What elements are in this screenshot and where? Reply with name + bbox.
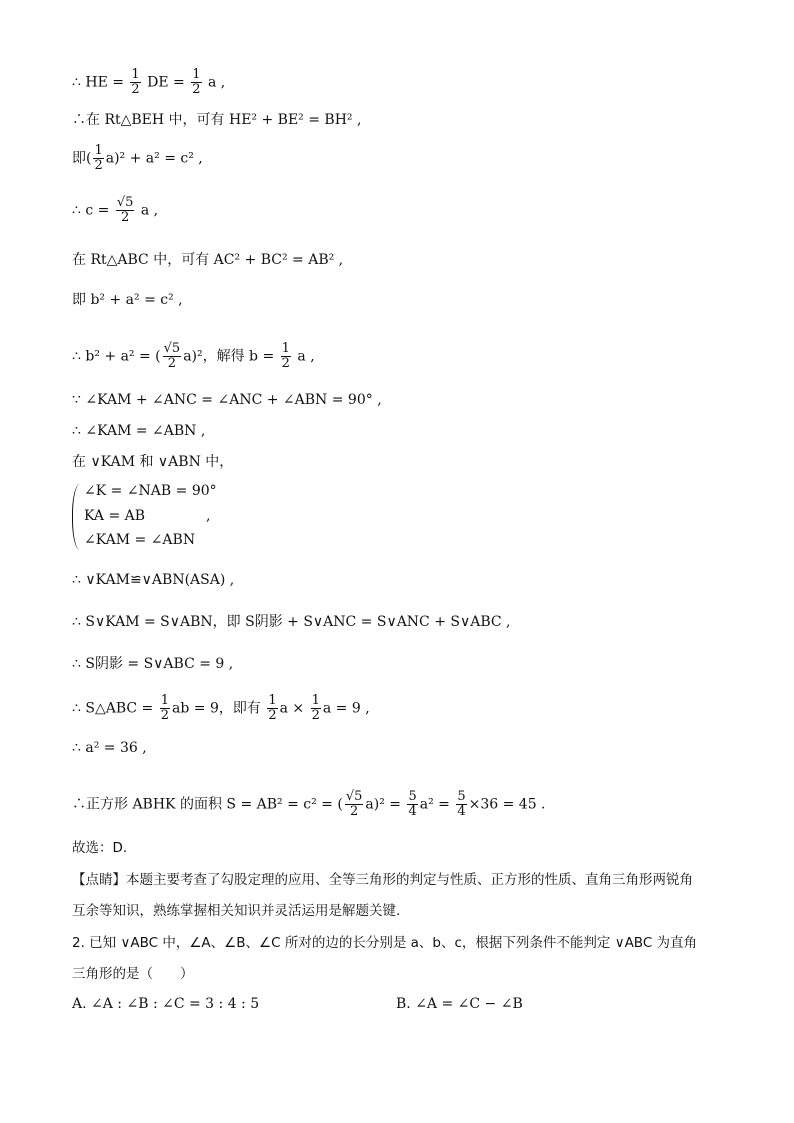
line-c — [72, 196, 158, 225]
line-shadow — [72, 654, 233, 674]
text: a × — [279, 700, 305, 717]
text: 在 ∨KAM 和 ∨ABN 中， — [72, 454, 234, 470]
system-line-3: ∠KAM = ∠ABN — [84, 532, 196, 548]
text: ∴ S∨KAM = S∨ABN，即 S阴影 + S∨ANC = S∨ANC + S∨ABC , — [72, 614, 511, 630]
text: ∴ S阴影 = S∨ABC = 9 , — [72, 656, 234, 672]
text: 三角形的是（ ） — [72, 966, 194, 982]
line-congruent — [72, 570, 234, 590]
text: ∴ ∠KAM = ∠ABN , — [72, 423, 206, 439]
system-line-2: KA = AB — [84, 508, 146, 524]
text: ×36 = 45 . — [468, 796, 546, 813]
text: 即( — [72, 150, 92, 167]
fraction: $\frac{1}{2}$ — [192, 67, 201, 97]
fraction: $\frac{1}{2}$ — [131, 67, 140, 97]
text: a , — [207, 74, 226, 91]
text: ∴ b² + a² = ( — [72, 348, 161, 365]
fraction: $\frac{5}{4}$ — [457, 789, 466, 819]
question-2-stem — [72, 933, 697, 953]
fraction: $\frac{1}{2}$ — [94, 143, 103, 173]
line-comment-2 — [72, 901, 400, 921]
system-line-1: ∠K = ∠NAB = 90° — [84, 483, 217, 499]
text: DE = — [147, 74, 185, 91]
line-because — [72, 390, 382, 410]
line-ji-1 — [72, 144, 203, 173]
text: B. ∠A = ∠C − ∠B — [396, 996, 523, 1012]
line-comment-1 — [72, 870, 693, 890]
text: a² = — [419, 796, 450, 813]
system-comma: , — [206, 508, 211, 524]
text: ∴ ∨KAM≌∨ABN(ASA) , — [72, 572, 235, 588]
text: ∴ a² = 36 , — [72, 740, 147, 756]
text: 互余等知识，熟练掌握相关知识并灵活运用是解题关键. — [72, 903, 401, 919]
text: a , — [140, 202, 159, 219]
text: ab = 9，即有 — [172, 700, 261, 717]
line-answer — [72, 838, 127, 858]
text: ∵ ∠KAM + ∠ANC = ∠ANC + ∠ABN = 90° , — [72, 392, 382, 408]
text: a)² = — [365, 796, 401, 813]
line-in-triangles — [72, 452, 233, 472]
line-square-area — [72, 790, 546, 819]
fraction: $\frac{5}{4}$ — [408, 789, 417, 819]
line-angle-eq — [72, 421, 205, 441]
text: ∴在 Rt△BEH 中，可有 HE² + BE² = BH² , — [72, 112, 362, 128]
text: a)²，解得 b = — [183, 348, 275, 365]
fraction: $\frac{1}{2}$ — [311, 693, 320, 723]
line-rt-beh — [72, 110, 361, 130]
text: a , — [297, 348, 315, 365]
text: ∴正方形 ABHK 的面积 S = AB² = c² = ( — [72, 796, 343, 813]
line-area-eq — [72, 612, 511, 632]
text: ∴ c = — [72, 202, 110, 219]
line-solve-b — [72, 342, 315, 371]
line-s-abc — [72, 694, 370, 723]
text: 故选：D. — [72, 840, 128, 856]
line-rt-abc — [72, 250, 343, 270]
text: a = 9 , — [322, 700, 370, 717]
text: 2. 已知 ∨ABC 中，∠A、∠B、∠C 所对的边的长分别是 a、b、c，根据下列条件不能判定 ∨ABC 为直角 — [72, 935, 698, 951]
fraction: $\frac{1}{2}$ — [268, 693, 277, 723]
text: ∴ S△ABC = — [72, 700, 154, 717]
text: 在 Rt△ABC 中，可有 AC² + BC² = AB² , — [72, 252, 344, 268]
line-he — [72, 68, 225, 97]
line-a-squared — [72, 738, 147, 758]
option-a — [72, 994, 259, 1014]
text: ∴ HE = — [72, 74, 124, 91]
text: a)² + a² = c² , — [105, 150, 203, 167]
fraction: $\frac{1}{2}$ — [281, 341, 290, 371]
question-2-stem-cont — [72, 964, 194, 984]
text: A. ∠A : ∠B : ∠C = 3 : 4 : 5 — [72, 996, 260, 1012]
text: 即 b² + a² = c² , — [72, 292, 183, 308]
line-ji-2 — [72, 290, 183, 310]
fraction: $\frac{√5}{2}$ — [163, 341, 181, 371]
option-b — [396, 994, 523, 1014]
fraction: $\frac{√5}{2}$ — [116, 195, 134, 225]
fraction: $\frac{√5}{2}$ — [345, 789, 363, 819]
system-brace — [72, 484, 81, 550]
text: 【点睛】本题主要考查了勾股定理的应用、全等三角形的判定与性质、正方形的性质、直角三角形两锐角 — [72, 872, 693, 888]
fraction: $\frac{1}{2}$ — [160, 693, 169, 723]
